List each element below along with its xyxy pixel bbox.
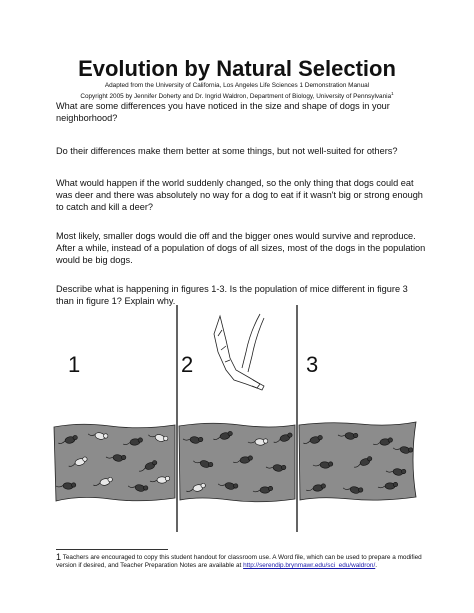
footnote-rule [56, 549, 168, 550]
footnote-end: . [375, 562, 378, 569]
credit-line-2-text: Copyright 2005 by Jennifer Doherty and Dr. Ingrid Waldron, Department of Biology, University of Pennsylvania [80, 93, 392, 101]
question-describe-figures: Describe what is happening in figures 1-3. Is the population of mice different in figure 3 than in figure 1? Explain why. [56, 284, 408, 306]
credits [0, 82, 474, 101]
question-world-change: What would happen if the world suddenly changed, so the only thing that dogs could eat was deer and there was absolutely no way for a dog to eat if it wasn't big or strong enough to catch and kill a deer? [56, 178, 423, 212]
footnote-text: Teachers are encouraged to copy this student handout for classroom use. A Word file, which can be used to prepare a modified version if desired, and Teacher Preparation Notes are available at [56, 554, 422, 569]
question-suitability: Do their differences make them better at some things, but not well-suited for others? [56, 146, 398, 156]
page-title: Evolution by Natural Selection [78, 56, 396, 81]
footnote-reference[interactable]: 1 [391, 91, 394, 96]
footnote-link[interactable]: http://serendip.brynmawr.edu/sci_edu/waldron/ [243, 562, 376, 569]
footnote-number: 1 [56, 552, 62, 562]
figure-label-2: 2 [181, 352, 194, 377]
figure-drawing [50, 300, 430, 535]
footnote [56, 553, 428, 570]
figure-label-3: 3 [306, 352, 319, 377]
credit-line-1: Adapted from the University of California, Los Angeles Life Sciences 1 Demonstration Manual [104, 82, 370, 89]
paragraph-big-dogs: Most likely, smaller dogs would die off and the bigger ones would survive and reproduce. After a while, instead of a population of dogs of all sizes, most of the dogs in the population would be big dogs. [56, 231, 426, 265]
question-dog-differences: What are some differences you have noticed in the size and shape of dogs in your neighborhood? [56, 101, 390, 123]
hawk-drawing [214, 314, 264, 390]
figure-label-1: 1 [68, 352, 81, 377]
figure-mice-selection [50, 300, 430, 535]
